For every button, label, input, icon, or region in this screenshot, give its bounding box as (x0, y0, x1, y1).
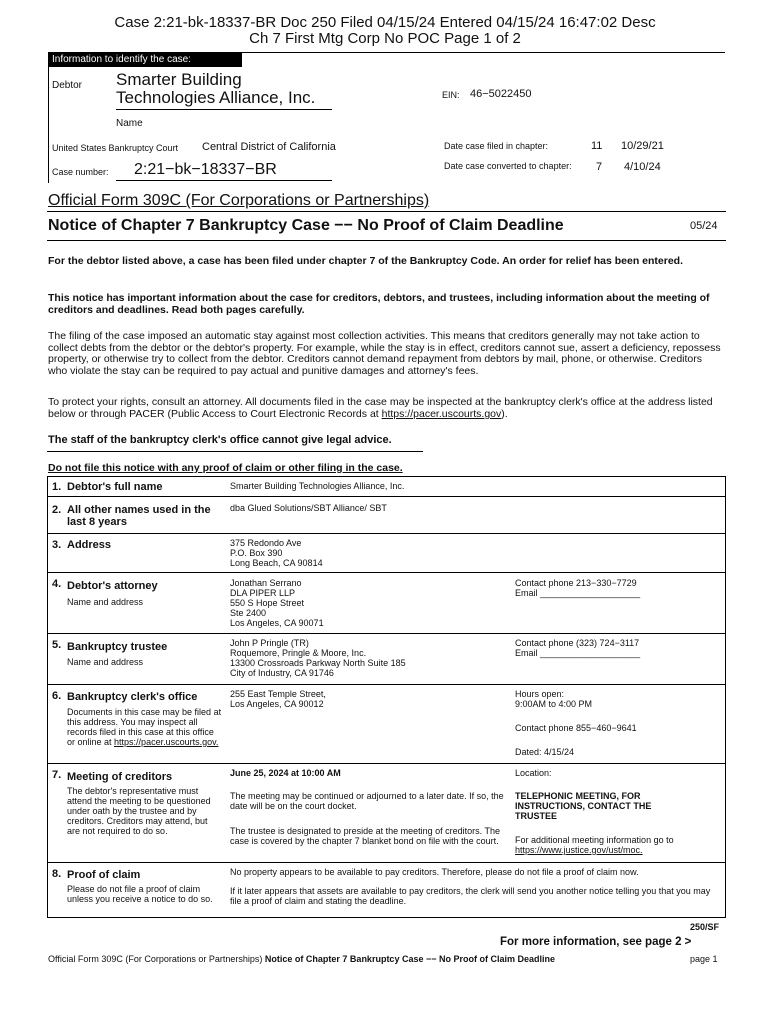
attorney-suite: Ste 2400 (230, 608, 267, 618)
notice-title-rule (47, 240, 726, 241)
address-line2: P.O. Box 390 (230, 548, 283, 558)
paragraph-protect-rights-end: ). (501, 408, 508, 420)
attorney-contact (515, 578, 640, 598)
proof-of-claim-note1: No property appears to be available to pay creditors. Therefore, please do not file a proof of claim now. (230, 867, 639, 877)
meeting-info-text: For additional meeting information go to (515, 835, 674, 845)
row4-sublabel: Name and address (67, 597, 144, 607)
row3-address (230, 538, 323, 568)
date-filed-chapter: 11 (591, 140, 603, 152)
hours-value: 9:00AM to 4:00 PM (515, 699, 593, 709)
form-title: Official Form 309C (For Corporations or Partnerships) (48, 192, 430, 209)
meeting-continuation: The meeting may be continued or adjourned to a later date. If so, the date will be on the court docket. (230, 791, 504, 811)
row3-label: Address (67, 539, 112, 551)
paragraph-protect-rights (48, 396, 724, 420)
notice-date: 05/24 (690, 220, 718, 232)
meeting-location-label: Location: (515, 768, 552, 778)
row5-sublabel: Name and address (67, 657, 144, 667)
trustee-contact (515, 638, 640, 658)
footer-form-name: Official Form 309C (For Corporations or Partnerships) (48, 954, 263, 964)
trustee-firm: Roquemore, Pringle & Moore, Inc. (230, 648, 367, 658)
debtor-label: Debtor (52, 80, 83, 91)
paragraph-protect-rights-text: To protect your rights, consult an attorney. All documents filed in the case may be inspected at the bankruptcy clerk's office at the address listed below or through PACER (Public Access to Court Electronic Records at (48, 396, 713, 420)
hours-label: Hours open: (515, 689, 565, 699)
meeting-info-link[interactable]: https://www.justice.gov/ust/moc. (515, 845, 643, 855)
attorney-name: Jonathan Serrano (230, 578, 302, 588)
more-info-link[interactable]: For more information, see page 2 > (500, 936, 692, 948)
row7-number: 7. (52, 769, 62, 781)
row2-label: All other names used in the last 8 years (67, 504, 211, 528)
page-number: page 1 (690, 954, 718, 964)
attorney-city: Los Angeles, CA 90071 (230, 618, 324, 628)
meeting-info (515, 835, 720, 855)
meeting-datetime: June 25, 2024 at 10:00 AM (230, 768, 341, 778)
ein-value: 46−5022450 (470, 88, 532, 100)
row6-label: Bankruptcy clerk's office (67, 691, 198, 703)
debtor-name: Smarter Building Technologies Alliance, Inc. (116, 70, 316, 107)
attorney-email: Email ____________________ (515, 588, 641, 598)
address-line3: Long Beach, CA 90814 (230, 558, 323, 568)
meeting-location-value: TELEPHONIC MEETING, FOR INSTRUCTIONS, CONTACT THE TRUSTEE (515, 791, 652, 821)
row1-number: 1. (52, 481, 62, 493)
address-line1: 375 Redondo Ave (230, 538, 302, 548)
row4-label: Debtor's attorney (67, 580, 158, 592)
staff-legal-advice-note: The staff of the bankruptcy clerk's office cannot give legal advice. (48, 434, 392, 446)
row5-number: 5. (52, 639, 62, 651)
attorney-firm: DLA PIPER LLP (230, 588, 296, 598)
name-label: Name (116, 118, 143, 129)
clerk-pacer-link[interactable]: https://pacer.uscourts.gov. (114, 737, 219, 747)
case-info-heading: Information to identify the case: (49, 53, 242, 67)
court-label: United States Bankruptcy Court (52, 143, 179, 153)
clerk-dated: Dated: 4/15/24 (515, 747, 575, 757)
trustee-street: 13300 Crossroads Parkway North Suite 185 (230, 658, 406, 668)
row3-number: 3. (52, 539, 62, 551)
row7-label: Meeting of creditors (67, 771, 173, 783)
footer-form-reference (48, 954, 555, 964)
row-address (47, 534, 726, 573)
row8-label: Proof of claim (67, 869, 141, 881)
row6-sublabel (67, 707, 222, 747)
ein-label: EIN: (442, 90, 460, 100)
row1-value: Smarter Building Technologies Alliance, Inc. (230, 481, 405, 491)
do-not-file-note: Do not file this notice with any proof of claim or other filing in the case. (48, 462, 403, 474)
date-filed-label: Date case filed in chapter: (444, 141, 549, 151)
title-rule (47, 211, 726, 212)
footer-form-title: Notice of Chapter 7 Bankruptcy Case −− No Proof of Claim Deadline (264, 954, 555, 964)
notice-title: Notice of Chapter 7 Bankruptcy Case −− No Proof of Claim Deadline (48, 217, 564, 234)
trustee-address (230, 638, 406, 678)
case-number-underline (116, 180, 332, 181)
paragraph-important-notice: This notice has important information about the case for creditors, debtors, and trustees, including information about the meeting of creditors and deadlines. Read both pages carefully. (48, 292, 710, 316)
row6-sublabel-text: Documents in this case may be filed at this address. You may inspect all records filed in this case at this office or online at (67, 707, 222, 747)
attorney-street: 550 S Hope Street (230, 598, 305, 608)
staff-note-rule (47, 451, 423, 452)
clerk-phone: Contact phone 855−460−9641 (515, 723, 637, 733)
attorney-address (230, 578, 324, 628)
row7-sublabel: The debtor's representative must attend the meeting to be questioned under oath by the trustee and by creditors. Creditors may attend, but are not required to do so. (67, 786, 211, 836)
clerk-address (230, 689, 326, 709)
trustee-phone: Contact phone (323) 724−3117 (515, 638, 640, 648)
case-number-value: 2:21−bk−18337−BR (134, 161, 277, 178)
form-code: 250/SF (690, 922, 720, 932)
proof-of-claim-note2: If it later appears that assets are available to pay creditors, the clerk will send you another notice telling you that you may file a proof of claim and stating the deadline. (230, 886, 711, 906)
paragraph-automatic-stay: The filing of the case imposed an automatic stay against most collection activities. This means that creditors generally may not take action to collect debts from the debtor or the debtor's property. For example, while the stay is in effect, creditors cannot sue, assert a deficiency, repossess property, or otherwise try to collect from the debtor. Creditors cannot demand repayment from debtors by mail, phone, or otherwise. Creditors who violate the stay can be required to pay actual and punitive damages and attorney's fees. (48, 330, 721, 377)
trustee-city: City of Industry, CA 91746 (230, 668, 334, 678)
row1-label: Debtor's full name (67, 481, 163, 493)
debtor-name-underline (116, 109, 332, 110)
pacer-link[interactable]: https://pacer.uscourts.gov (381, 408, 502, 420)
row8-number: 8. (52, 868, 62, 880)
court-header-line1: Case 2:21-bk-18337-BR Doc 250 Filed 04/15/24 Entered 04/15/24 16:47:02 Desc (114, 14, 656, 31)
clerk-city: Los Angeles, CA 90012 (230, 699, 324, 709)
clerk-hours (515, 689, 592, 709)
clerk-street: 255 East Temple Street, (230, 689, 326, 699)
date-converted-value: 4/10/24 (624, 161, 661, 173)
row4-number: 4. (52, 578, 62, 590)
paragraph-order-for-relief: For the debtor listed above, a case has been filed under chapter 7 of the Bankruptcy Code. An order for relief has been entered. (48, 255, 684, 267)
row5-label: Bankruptcy trustee (67, 641, 168, 653)
trustee-email: Email ____________________ (515, 648, 641, 658)
court-header-line2: Ch 7 First Mtg Corp No POC Page 1 of 2 (249, 30, 521, 47)
row6-number: 6. (52, 690, 62, 702)
case-number-label: Case number: (52, 167, 109, 177)
date-filed-value: 10/29/21 (621, 140, 664, 152)
row8-sublabel: Please do not file a proof of claim unless you receive a notice to do so. (67, 884, 213, 904)
court-value: Central District of California (202, 141, 336, 153)
trustee-name: John P Pringle (TR) (230, 638, 309, 648)
row2-number: 2. (52, 504, 62, 516)
row2-value: dba Glued Solutions/SBT Alliance/ SBT (230, 503, 387, 513)
date-converted-label: Date case converted to chapter: (444, 161, 572, 171)
date-converted-chapter: 7 (596, 161, 603, 173)
meeting-trustee-note: The trustee is designated to preside at the meeting of creditors. The case is covered by the chapter 7 blanket bond on file with the court. (230, 826, 500, 846)
attorney-phone: Contact phone 213−330−7729 (515, 578, 637, 588)
